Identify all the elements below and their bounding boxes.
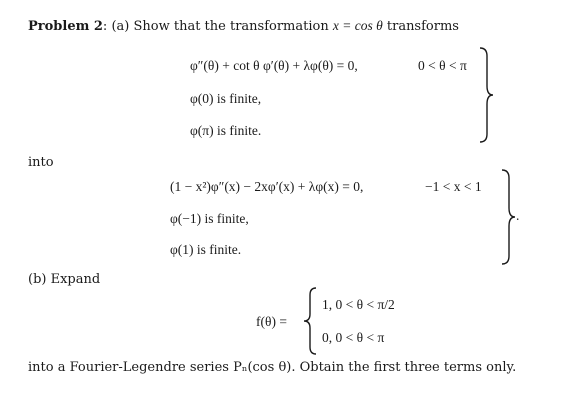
into-word: into (28, 155, 54, 170)
piecewise-case1: 1, 0 < θ < π/2 (322, 297, 395, 312)
transforms-word: transforms (386, 19, 459, 34)
system1-eq3: φ(π) is finite. (190, 123, 262, 138)
part-a-label: (a) (111, 19, 130, 34)
transformation-expression: x = cos θ (332, 18, 383, 33)
system1-eq1-domain: 0 < θ < π (418, 58, 467, 73)
problem-heading-line: Problem 2: (a) Show that the transformation x = cos θ transforms (28, 18, 459, 34)
system2-eq1: (1 − x²)φ″(x) − 2xφ′(x) + λφ(x) = 0, (170, 179, 364, 194)
part-a-intro: Show that the transformation (133, 19, 329, 34)
system2-trailing-period: . (516, 208, 520, 223)
system2-eq3: φ(1) is finite. (170, 242, 242, 257)
piecewise-left-brace (302, 286, 318, 356)
closing-instruction: into a Fourier-Legendre series Pₙ(cos θ). Obtain the first three terms only. (28, 360, 517, 375)
system1-eq2: φ(0) is finite, (190, 91, 262, 106)
problem-heading: Problem 2 (28, 19, 103, 34)
part-b-label: (b) Expand (28, 272, 101, 287)
system2-eq2: φ(−1) is finite, (170, 211, 249, 226)
system1-right-brace (478, 46, 498, 144)
piecewise-lhs: f(θ) = (256, 314, 287, 329)
piecewise-case2: 0, 0 < θ < π (322, 330, 385, 345)
system1-eq1: φ″(θ) + cot θ φ′(θ) + λφ(θ) = 0, (190, 58, 358, 73)
system2-eq1-domain: −1 < x < 1 (425, 179, 482, 194)
